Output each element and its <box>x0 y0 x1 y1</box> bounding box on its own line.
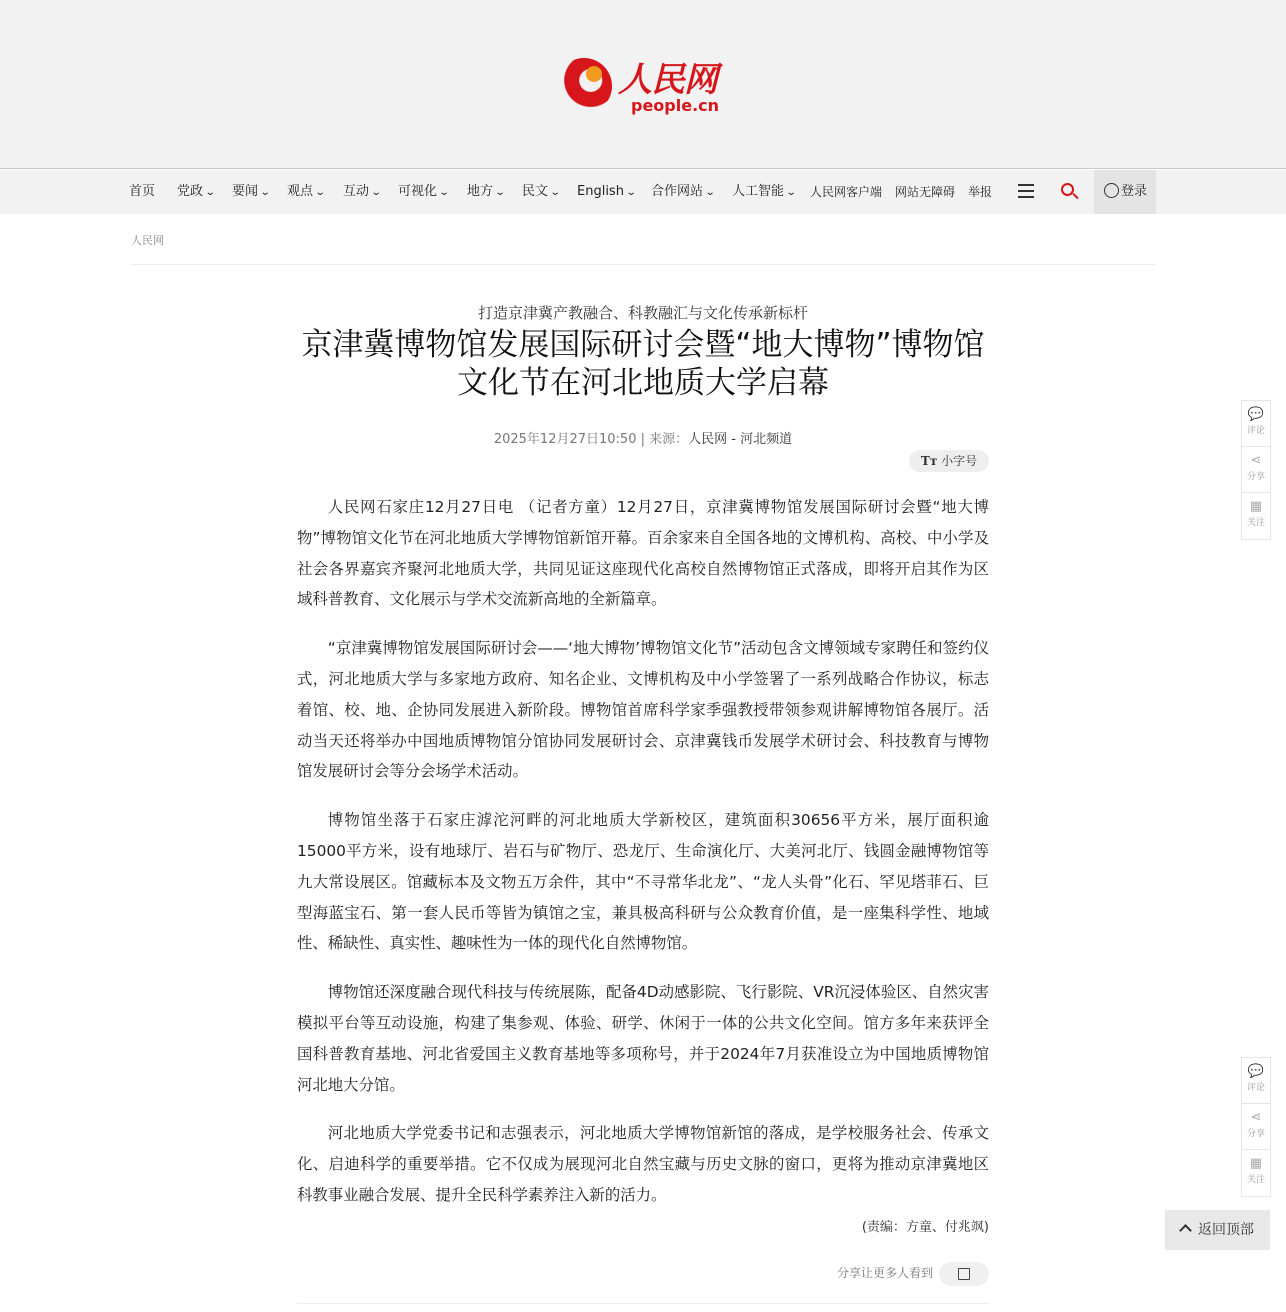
nav-item-partners[interactable]: 合作网站 ⌄ <box>651 170 714 214</box>
qrcode-icon: ▦ <box>1249 499 1263 514</box>
chevron-up-icon <box>1179 1224 1192 1237</box>
chevron-down-icon: ⌄ <box>494 187 506 198</box>
chevron-down-icon: ⌄ <box>704 187 716 198</box>
nav-item-news[interactable]: 要闻 ⌄ <box>232 170 269 214</box>
font-size-toggle[interactable] <box>909 450 989 472</box>
side-comment-button[interactable]: 💬 评论 <box>1242 401 1270 447</box>
share-row <box>760 1261 989 1285</box>
logo-text-en: people.cn <box>631 96 720 115</box>
article-source-link[interactable]: 人民网 - 河北频道 <box>688 432 793 447</box>
chevron-down-icon: ⌄ <box>314 187 326 198</box>
font-size-label: 小字号 <box>941 454 978 468</box>
side-share-button[interactable]: ⋖ 分享 <box>1242 447 1270 493</box>
nav-item-ethnic[interactable]: 民文 ⌄ <box>522 170 559 214</box>
share-icon: ⋖ <box>1250 453 1262 468</box>
nav-item-english[interactable]: English ⌄ <box>577 170 635 214</box>
share-prompt: 分享让更多人看到 <box>836 1266 933 1280</box>
share-icon: ⋖ <box>1250 1110 1262 1125</box>
search-icon[interactable] <box>1060 182 1080 202</box>
qrcode-icon: ▦ <box>1249 1156 1263 1171</box>
article-editor: (责编：方童、付兆飒) <box>861 1220 989 1235</box>
article-subtitle: 打造京津冀产教融合、科教融汇与文化传承新标杆 <box>477 304 808 322</box>
comment-icon: 💬 <box>1247 1064 1265 1079</box>
breadcrumb[interactable]: 人民网 <box>131 234 164 247</box>
comment-icon: 💬 <box>1247 407 1265 422</box>
site-logo[interactable] <box>556 52 731 118</box>
side-share-button[interactable]: ⋖ 分享 <box>1242 1104 1270 1150</box>
chevron-down-icon: ⌄ <box>625 187 637 198</box>
nav-item-report[interactable]: 举报 <box>968 185 993 199</box>
article-datetime: 2025年12月27日10:50 <box>493 432 637 447</box>
side-follow-button[interactable]: ▦ 关注 <box>1242 1150 1270 1196</box>
article-body <box>297 492 989 1229</box>
back-to-top-button[interactable]: 返回顶部 <box>1165 1210 1270 1250</box>
article-meta <box>297 428 989 447</box>
article-paragraph: 人民网石家庄12月27日电 （记者方童）12月27日，京津冀博物馆发展国际研讨会暨“地大博物”博物馆文化节在河北地质大学博物馆新馆开幕。百余家来自全国各地的文博机构、高校、中小学及社会各界嘉宾齐聚河北地质大学，共同见证这座现代化高校自然博物馆正式落成，即将开启其作为区域科普教育、文化展示与学术交流新高地的全新篇章。 <box>297 498 989 609</box>
logo-text-cn: 人民网 <box>618 60 717 100</box>
meta-separator: | <box>640 432 646 447</box>
chevron-down-icon: ⌄ <box>259 187 271 198</box>
nav-item-party[interactable]: 党政 ⌄ <box>177 170 214 214</box>
breadcrumb-divider <box>131 264 1156 265</box>
nav-item-accessibility[interactable]: 网站无障碍 <box>895 185 956 199</box>
nav-item-visual[interactable]: 可视化 ⌄ <box>398 170 448 214</box>
side-follow-button[interactable]: ▦ 关注 <box>1242 493 1270 539</box>
article-divider <box>297 1303 989 1304</box>
nav-item-app[interactable]: 人民网客户端 <box>810 185 883 199</box>
user-icon <box>1104 183 1119 198</box>
chevron-down-icon: ⌄ <box>370 187 382 198</box>
chevron-down-icon: ⌄ <box>204 187 216 198</box>
article-paragraph: 博物馆还深度融合现代科技与传统展陈，配备4D动感影院、飞行影院、VR沉浸体验区、自然灾害模拟平台等互动设施，构建了集参观、体验、研学、休闲于一体的公共文化空间。馆方多年来获评全国科普教育基地、河北省爱国主义教育基地等多项称号，并于2024年7月获准设立为中国地质博物馆河北地大分馆。 <box>297 983 989 1094</box>
article-paragraph: 河北地质大学党委书记和志强表示，河北地质大学博物馆新馆的落成，是学校服务社会、传承文化、启迪科学的重要举措。它不仅成为展现河北自然宝藏与历史文脉的窗口，更将为推动京津冀地区科教事业融合发展、提升全民科学素养注入新的活力。 <box>297 1124 989 1204</box>
external-share-icon[interactable] <box>939 1262 989 1286</box>
menu-icon[interactable] <box>1012 180 1040 204</box>
side-comment-button[interactable]: 💬 评论 <box>1242 1058 1270 1104</box>
nav-item-interact[interactable]: 互动 ⌄ <box>343 170 380 214</box>
chevron-down-icon: ⌄ <box>785 187 797 198</box>
nav-item-home[interactable]: 首页 <box>129 184 156 199</box>
chevron-down-icon: ⌄ <box>438 187 450 198</box>
article-title: 京津冀博物馆发展国际研讨会暨“地大博物”博物馆文化节在河北地质大学启幕 <box>301 327 985 401</box>
login-button[interactable]: 登录 <box>1094 170 1156 214</box>
chevron-down-icon: ⌄ <box>549 187 561 198</box>
nav-item-ai[interactable]: 人工智能 ⌄ <box>732 170 795 214</box>
source-label: 来源： <box>649 432 689 447</box>
logo-mark-icon <box>556 58 612 114</box>
side-tools-upper <box>1241 400 1271 540</box>
side-tools-lower <box>1241 1057 1271 1197</box>
nav-item-opinion[interactable]: 观点 ⌄ <box>287 170 324 214</box>
top-banner <box>0 0 1286 169</box>
font-size-icon: Tт <box>920 454 938 468</box>
article-paragraph: 博物馆坐落于石家庄滹沱河畔的河北地质大学新校区，建筑面积30656平方米，展厅面积逾15000平方米，设有地球厅、岩石与矿物厅、恐龙厅、生命演化厅、大美河北厅、钱圆金融博物馆等九大常设展区。馆藏标本及文物五万余件，其中“不寻常华北龙”、“龙人头骨”化石、罕见塔菲石、巨型海蓝宝石、第一套人民币等皆为镇馆之宝，兼具极高科研与公众教育价值，是一座集科学性、地域性、稀缺性、真实性、趣味性为一体的现代化自然博物馆。 <box>297 811 989 953</box>
article-paragraph: “京津冀博物馆发展国际研讨会——‘地大博物’博物馆文化节”活动包含文博领域专家聘任和签约仪式，河北地质大学与多家地方政府、知名企业、文博机构及中小学签署了一系列战略合作协议，标志着馆、校、地、企协同发展进入新阶段。博物馆首席科学家季强教授带领参观讲解博物馆各展厅。活动当天还将举办中国地质博物馆分馆协同发展研讨会、京津冀钱币发展学术研讨会、科技教育与博物馆发展研讨会等分会场学术活动。 <box>297 639 989 781</box>
nav-item-local[interactable]: 地方 ⌄ <box>467 170 504 214</box>
